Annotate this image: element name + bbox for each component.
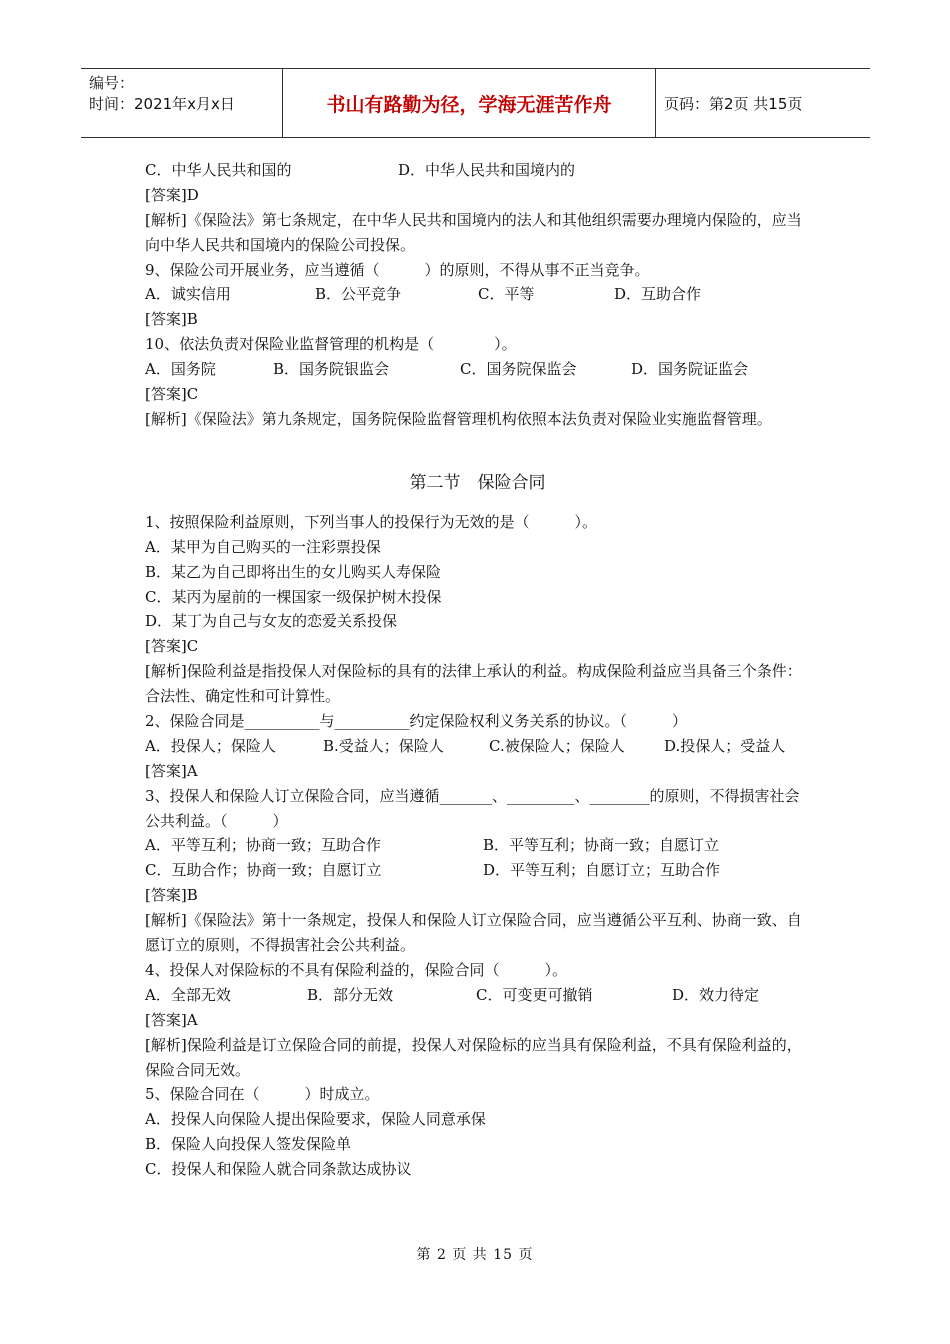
page-header	[81, 68, 870, 138]
number-label: 编号：	[89, 74, 135, 92]
option: B．平等互利；协商一致；自愿订立	[483, 836, 720, 855]
q9-question: 9、保险公司开展业务，应当遵循（ ）的原则，不得从事不正当竞争。	[145, 260, 650, 279]
option: C．投保人和保险人就合同条款达成协议	[145, 1160, 412, 1179]
option: B.受益人；保险人	[323, 736, 444, 755]
q9-answer: [答案]B	[145, 310, 198, 329]
header-page-info: 页码：第2页 共15页	[664, 94, 803, 113]
time-label: 时间：2021年x月x日	[89, 95, 235, 113]
option: B．公平竞争	[315, 285, 402, 304]
option: D.投保人；受益人	[664, 736, 786, 755]
option: A．某甲为自己购买的一注彩票投保	[145, 537, 381, 556]
option: B．国务院银监会	[273, 360, 390, 379]
option: D．某丁为自己与女友的恋爱关系投保	[145, 612, 398, 631]
q8-analysis: [解析]《保险法》第七条规定，在中华人民共和国境内的法人和其他组织需要办理境内保险的，应当向中华人民共和国境内的保险公司投保。	[145, 210, 802, 254]
option: D．国务院证监会	[631, 360, 749, 379]
option: C．中华人民共和国的	[145, 161, 292, 179]
option: A．平等互利；协商一致；互助合作	[145, 836, 381, 855]
s2-q2-question: 2、保险合同是__________与__________约定保险权利义务关系的协议。（ ）	[145, 712, 688, 730]
s2-q3-analysis: [解析]《保险法》第十一条规定，投保人和保险人订立保险合同，应当遵循公平互利、协商一致、自愿订立的原则，不得损害社会公共利益。	[145, 911, 802, 955]
s2-q2-answer: [答案]A	[145, 761, 198, 780]
s2-q1-question: 1、按照保险利益原则，下列当事人的投保行为无效的是（ ）。	[145, 512, 598, 531]
option: A．诚实信用	[145, 285, 231, 304]
s2-q4-answer: [答案]A	[145, 1010, 198, 1029]
s2-q4-options	[145, 983, 810, 1008]
s2-q3-options-row1	[145, 833, 810, 858]
q10-answer: [答案]C	[145, 385, 199, 404]
q10-analysis: [解析]《保险法》第九条规定，国务院保险监督管理机构依照本法负责对保险业实施监督管理。	[145, 409, 772, 428]
option: C．国务院保监会	[460, 360, 577, 379]
option: C．平等	[478, 285, 535, 304]
header-meta	[81, 69, 283, 137]
s2-q3-answer: [答案]B	[145, 886, 198, 905]
option: D．中华人民共和国境内的	[398, 161, 576, 179]
q8-answer: [答案]D	[145, 185, 199, 204]
s2-q4-question: 4、投保人对保险标的不具有保险利益的，保险合同（ ）。	[145, 960, 568, 979]
q9-options	[145, 282, 810, 307]
q10-options	[145, 357, 810, 382]
header-motto: 书山有路勤为径，学海无涯苦作舟	[283, 69, 656, 137]
s2-q1-analysis: [解析]保险利益是指投保人对保险标的具有的法律上承认的利益。构成保险利益应当具备三个条件：合法性、确定性和可计算性。	[145, 662, 802, 706]
s2-q5-question: 5、保险合同在（ ）时成立。	[145, 1085, 380, 1104]
s2-q3-options-row2	[145, 858, 810, 883]
q10-question: 10、依法负责对保险业监督管理的机构是（ ）。	[145, 335, 517, 354]
option: A．全部无效	[145, 985, 231, 1004]
s2-q1-answer: [答案]C	[145, 637, 199, 656]
option: B．保险人向投保人签发保险单	[145, 1135, 352, 1154]
section-title: 第二节 保险合同	[409, 472, 546, 493]
s2-q3-question: 3、投保人和保险人订立保险合同，应当遵循_______、_________、________的原则，不得损害社会公共利益。（ ）	[145, 786, 800, 830]
option: C.被保险人；保险人	[489, 736, 625, 755]
s2-q2-options	[145, 734, 810, 759]
page-footer: 第 2 页 共 15 页	[416, 1247, 534, 1263]
option: B．部分无效	[307, 985, 394, 1004]
option: A．投保人；保险人	[145, 736, 276, 755]
option: C．某丙为屋前的一棵国家一级保护树木投保	[145, 587, 442, 606]
option: D．平等互利；自愿订立；互助合作	[483, 861, 721, 880]
option: C．互助合作；协商一致；自愿订立	[145, 861, 382, 880]
document-body	[145, 158, 810, 1182]
option: B．某乙为自己即将出生的女儿购买人寿保险	[145, 562, 442, 581]
option: C．可变更可撤销	[476, 985, 593, 1004]
option: D．效力待定	[672, 985, 760, 1004]
option: A．投保人向保险人提出保险要求，保险人同意承保	[145, 1110, 486, 1129]
q8-options	[145, 158, 810, 183]
option: D．互助合作	[614, 285, 702, 304]
option: A．国务院	[145, 360, 216, 379]
s2-q4-analysis: [解析]保险利益是订立保险合同的前提，投保人对保险标的应当具有保险利益，不具有保险利益的，保险合同无效。	[145, 1035, 802, 1079]
